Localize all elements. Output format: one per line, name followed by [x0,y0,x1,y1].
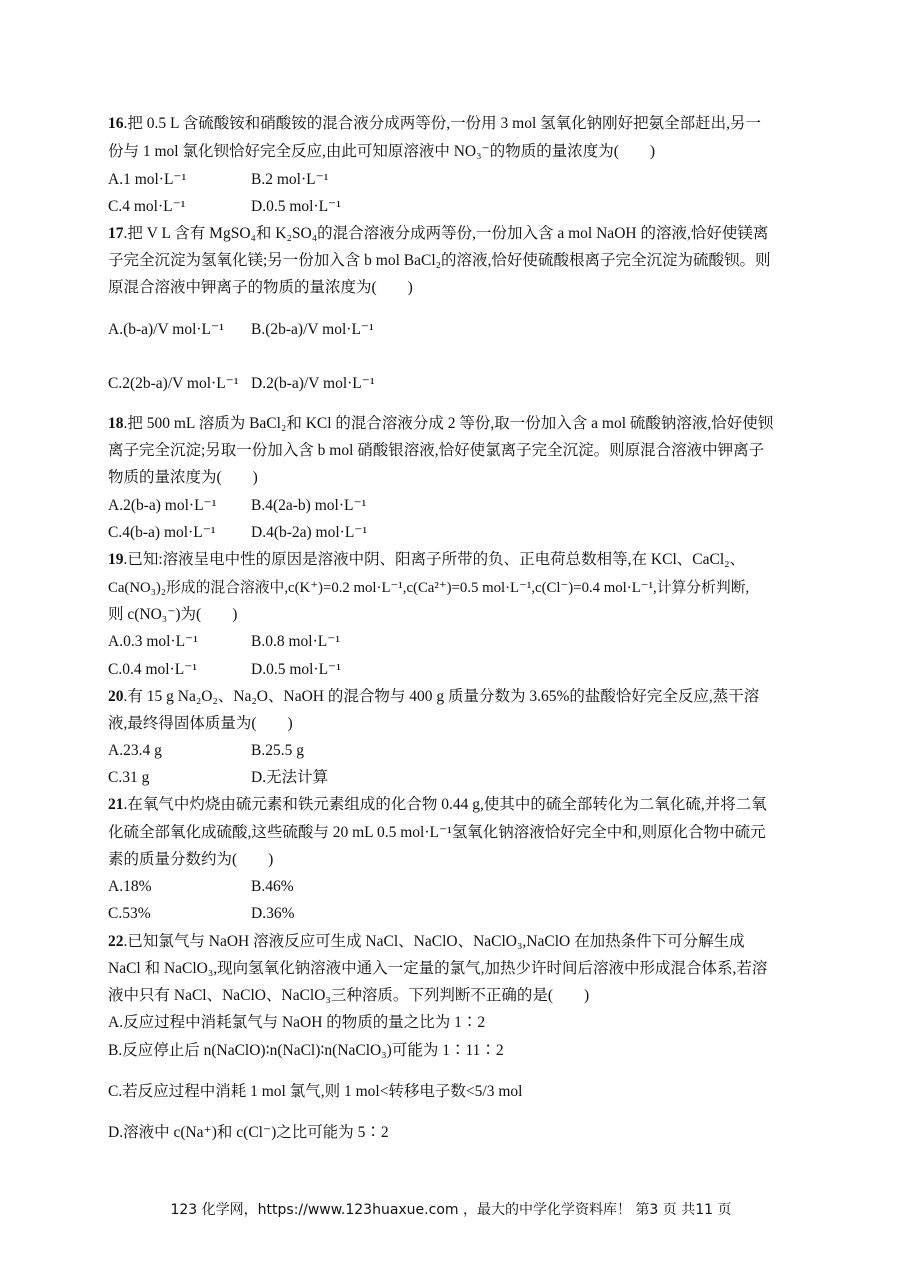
question-17-line-2: 子完全沉淀为氢氧化镁;另一份加入含 b mol BaCl₂的溶液,恰好使硫酸根离子完全沉淀为硫酸钡。则 [108,252,771,269]
option-c: C.53% [108,905,151,922]
option-d: D.0.5 mol·L⁻¹ [251,661,341,678]
option-c: C.4(b-a) mol·L⁻¹ [108,524,216,541]
option-d: D.4(b-2a) mol·L⁻¹ [251,524,368,541]
question-19-line-2: Ca(NO₃)₂形成的混合溶液中,c(K⁺)=0.2 mol·L⁻¹,c(Ca²⁺)=0.5 mol·L⁻¹,c(Cl⁻)=0.4 mol·L⁻¹,计算分析判断, [108,580,750,596]
question-22-option-d: D.溶液中 c(Na⁺)和 c(Cl⁻)之比可能为 5∶2 [108,1124,389,1141]
option-a: A.(b-a)/V mol·L⁻¹ [108,321,224,338]
option-b: B.0.8 mol·L⁻¹ [251,633,341,650]
question-number: 22 [108,933,124,950]
option-b: B.2 mol·L⁻¹ [251,171,329,188]
question-21-line-1: 21.在氧气中灼烧由硫元素和铁元素组成的化合物 0.44 g,使其中的硫全部转化为二氧化硫,并将二氧 [108,796,767,813]
question-18-line-2: 离子完全沉淀;另取一份加入含 b mol 硝酸银溶液,恰好使氯离子完全沉淀。则原混合溶液中钾离子 [108,442,765,459]
question-19-line-3: 则 c(NO₃⁻)为( ) [108,606,238,623]
question-21-line-3: 素的质量分数约为( ) [108,851,274,868]
option-d: D.2(b-a)/V mol·L⁻¹ [251,375,375,392]
option-c: C.0.4 mol·L⁻¹ [108,661,198,678]
option-a: A.1 mol·L⁻¹ [108,171,187,188]
question-number: 21 [108,796,124,813]
option-d: D.0.5 mol·L⁻¹ [251,198,341,215]
question-20-line-1: 20.有 15 g Na₂O₂、Na₂O、NaOH 的混合物与 400 g 质量分数为 3.65%的盐酸恰好完全反应,蒸干溶 [108,688,760,705]
option-d: D.36% [251,905,295,922]
question-number: 19 [108,551,124,568]
question-22-option-c: C.若反应过程中消耗 1 mol 氯气,则 1 mol<转移电子数<5/3 mol [108,1083,523,1100]
option-c: C.4 mol·L⁻¹ [108,198,186,215]
question-number: 18 [108,415,124,432]
question-22-option-a: A.反应过程中消耗氯气与 NaOH 的物质的量之比为 1∶2 [108,1014,486,1031]
option-c: C.2(2b-a)/V mol·L⁻¹ [108,375,239,392]
option-b: B.4(2a-b) mol·L⁻¹ [251,497,367,514]
question-16-line-2: 份与 1 mol 氯化钡恰好完全反应,由此可知原溶液中 NO₃⁻的物质的量浓度为( ) [108,143,656,160]
option-b: B.25.5 g [251,742,304,759]
question-18-line-3: 物质的量浓度为( ) [108,469,258,486]
question-16-line-1: 16.把 0.5 L 含硫酸铵和硝酸铵的混合液分成两等份,一份用 3 mol 氢氧化钠刚好把氨全部赶出,另一 [108,115,762,132]
question-19-line-1: 19.已知:溶液呈电中性的原因是溶液中阴、阳离子所带的负、正电荷总数相等,在 KCl、CaCl₂、 [108,551,746,568]
question-number: 20 [108,688,124,705]
question-18-line-1: 18.把 500 mL 溶质为 BaCl₂和 KCl 的混合溶液分成 2 等份,取一份加入含 a mol 硫酸钠溶液,恰好使钡 [108,415,774,432]
option-c: C.31 g [108,769,150,786]
option-a: A.18% [108,878,152,895]
option-b: B.46% [251,878,294,895]
option-a: A.23.4 g [108,742,162,759]
option-b: B.(2b-a)/V mol·L⁻¹ [251,321,374,338]
question-22-line-2: NaCl 和 NaClO₃,现向氢氧化钠溶液中通入一定量的氯气,加热少许时间后溶液中形成混合体系,若溶 [108,960,768,977]
question-21-line-2: 化硫全部氧化成硫酸,这些硫酸与 20 mL 0.5 mol·L⁻¹氢氧化钠溶液恰好完全中和,则原化合物中硫元 [108,824,766,841]
question-20-line-2: 液,最终得固体质量为( ) [108,715,293,732]
question-number: 17 [108,225,124,242]
question-number: 16 [108,115,124,132]
option-a: A.2(b-a) mol·L⁻¹ [108,497,217,514]
page-footer: 123 化学网，https://www.123huaxue.com ，最大的中学化学资料库！ 第3 页 共11 页 [170,1202,732,1218]
option-a: A.0.3 mol·L⁻¹ [108,633,198,650]
question-17-line-3: 原混合溶液中钾离子的物质的量浓度为( ) [108,279,413,296]
question-22-line-1: 22.已知氯气与 NaOH 溶液反应可生成 NaCl、NaClO、NaClO₃,NaClO 在加热条件下可分解生成 [108,933,745,950]
question-17-line-1: 17.把 V L 含有 MgSO₄和 K₂SO₄的混合溶液分成两等份,一份加入含 a mol NaOH 的溶液,恰好使镁离 [108,225,769,242]
question-22-option-b: B.反应停止后 n(NaClO)∶n(NaCl)∶n(NaClO₃)可能为 1∶11∶2 [108,1042,504,1059]
option-d: D.无法计算 [251,769,329,786]
question-22-line-3: 液中只有 NaCl、NaClO、NaClO₃三种溶质。下列判断不正确的是( ) [108,987,590,1004]
